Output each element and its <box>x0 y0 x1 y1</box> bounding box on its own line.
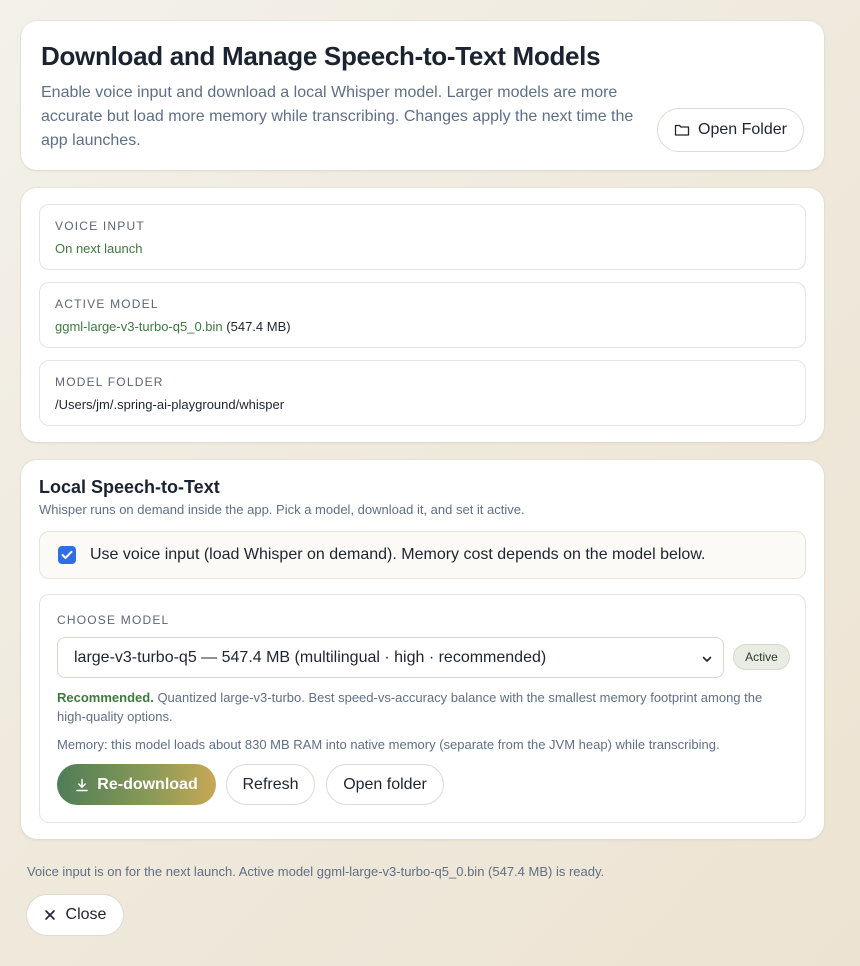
close-button[interactable] <box>26 894 124 936</box>
voice-input-toggle-row[interactable] <box>39 531 806 579</box>
close-label: Close <box>65 906 107 923</box>
voice-input-checkbox[interactable] <box>58 546 76 564</box>
checkmark-icon <box>61 550 73 560</box>
model-folder-label: MODEL FOLDER <box>55 375 164 389</box>
recommended-description: Quantized large-v3-turbo. Best speed-vs-accuracy balance with the smallest memory footprint among the high-quality options. <box>57 690 763 724</box>
active-model-file: ggml-large-v3-turbo-q5_0.bin <box>55 319 223 334</box>
page-title: Download and Manage Speech-to-Text Models <box>41 41 601 71</box>
active-badge: Active <box>733 644 790 670</box>
active-model-label: ACTIVE MODEL <box>55 297 159 311</box>
open-folder-secondary-button[interactable]: Open folder <box>326 764 444 805</box>
redownload-label: Re-download <box>97 775 198 793</box>
header-card <box>21 21 824 170</box>
redownload-button[interactable] <box>57 764 216 805</box>
close-icon <box>44 909 56 921</box>
active-model-value <box>55 319 291 334</box>
model-folder-box <box>39 360 806 426</box>
info-card <box>21 188 824 442</box>
choose-model-box <box>39 594 806 823</box>
status-message: Voice input is on for the next launch. Active model ggml-large-v3-turbo-q5_0.bin (547.4 MB) is ready. <box>27 864 605 879</box>
voice-input-checkbox-label: Use voice input (load Whisper on demand). Memory cost depends on the model below. <box>90 546 706 563</box>
active-model-box <box>39 282 806 348</box>
memory-note: Memory: this model loads about 830 MB RAM into native memory (separate from the JVM heap) while transcribing. <box>57 737 720 752</box>
folder-icon <box>674 123 690 137</box>
open-folder-label: Open Folder <box>698 121 787 138</box>
voice-input-value: On next launch <box>55 241 143 256</box>
local-stt-card <box>21 460 824 839</box>
model-select[interactable] <box>57 637 724 678</box>
model-folder-value: /Users/jm/.spring-ai-playground/whisper <box>55 397 285 412</box>
page-description: Enable voice input and download a local Whisper model. Larger models are more accurate but load more memory while transcribing. Changes apply the next time the app launches. <box>41 84 634 149</box>
section-subtitle: Whisper runs on demand inside the app. Pick a model, download it, and set it active. <box>39 502 525 517</box>
choose-model-label: CHOOSE MODEL <box>57 613 170 627</box>
recommended-prefix: Recommended. <box>57 690 154 705</box>
open-folder-button[interactable] <box>657 108 804 152</box>
section-title: Local Speech-to-Text <box>39 477 220 497</box>
refresh-button[interactable]: Refresh <box>226 764 315 805</box>
active-model-size: (547.4 MB) <box>226 319 291 334</box>
download-icon <box>75 778 89 792</box>
voice-input-label: VOICE INPUT <box>55 219 145 233</box>
chevron-down-icon <box>701 652 713 670</box>
recommendation-text <box>57 688 792 726</box>
voice-input-box <box>39 204 806 270</box>
model-select-value: large-v3-turbo-q5 — 547.4 MB (multilingual · high · recommended) <box>74 648 547 666</box>
